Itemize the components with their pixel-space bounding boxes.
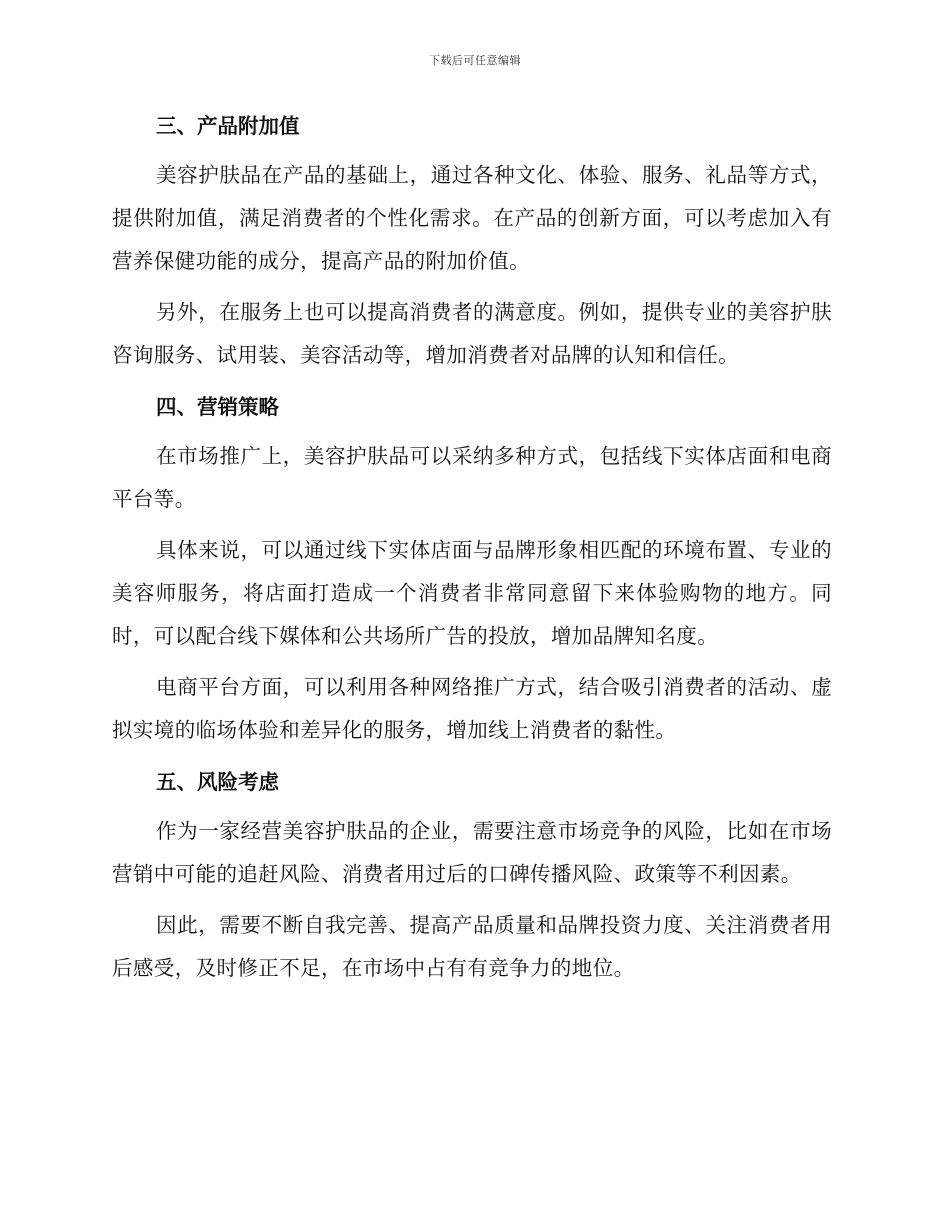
section-risk-considerations xyxy=(112,760,832,990)
paragraph: 作为一家经营美容护肤品的企业，需要注意市场竞争的风险，比如在市场营销中可能的追赶风险、消费者用过后的口碑传播风险、政策等不利因素。 xyxy=(112,819,832,886)
section-heading: 五、风险考虑 xyxy=(156,770,279,794)
paragraph: 具体来说，可以通过线下实体店面与品牌形象相匹配的环境布置、专业的美容师服务，将店面打造成一个消费者非常同意留下来体验购物的地方。同时，可以配合线下媒体和公共场所广告的投放，增加品牌知名度。 xyxy=(112,538,832,648)
document-body xyxy=(112,104,832,998)
paragraph: 因此，需要不断自我完善、提高产品质量和品牌投资力度、关注消费者用后感受，及时修正不足，在市场中占有有竞争力的地位。 xyxy=(112,913,832,980)
paragraph: 另外，在服务上也可以提高消费者的满意度。例如，提供专业的美容护肤咨询服务、试用装、美容活动等，增加消费者对品牌的认知和信任。 xyxy=(112,300,832,367)
page-header: 下载后可任意编辑 xyxy=(429,54,521,67)
section-marketing-strategy xyxy=(112,385,832,752)
paragraph: 在市场推广上，美容护肤品可以采纳多种方式，包括线下实体店面和电商平台等。 xyxy=(112,444,832,511)
section-heading: 四、营销策略 xyxy=(156,395,279,419)
paragraph: 电商平台方面，可以利用各种网络推广方式，结合吸引消费者的活动、虚拟实境的临场体验和差异化的服务，增加线上消费者的黏性。 xyxy=(112,675,832,742)
section-product-added-value xyxy=(112,104,832,377)
paragraph: 美容护肤品在产品的基础上，通过各种文化、体验、服务、礼品等方式，提供附加值，满足消费者的个性化需求。在产品的创新方面，可以考虑加入有营养保健功能的成分，提高产品的附加价值。 xyxy=(112,163,832,273)
section-heading: 三、产品附加值 xyxy=(156,114,300,138)
